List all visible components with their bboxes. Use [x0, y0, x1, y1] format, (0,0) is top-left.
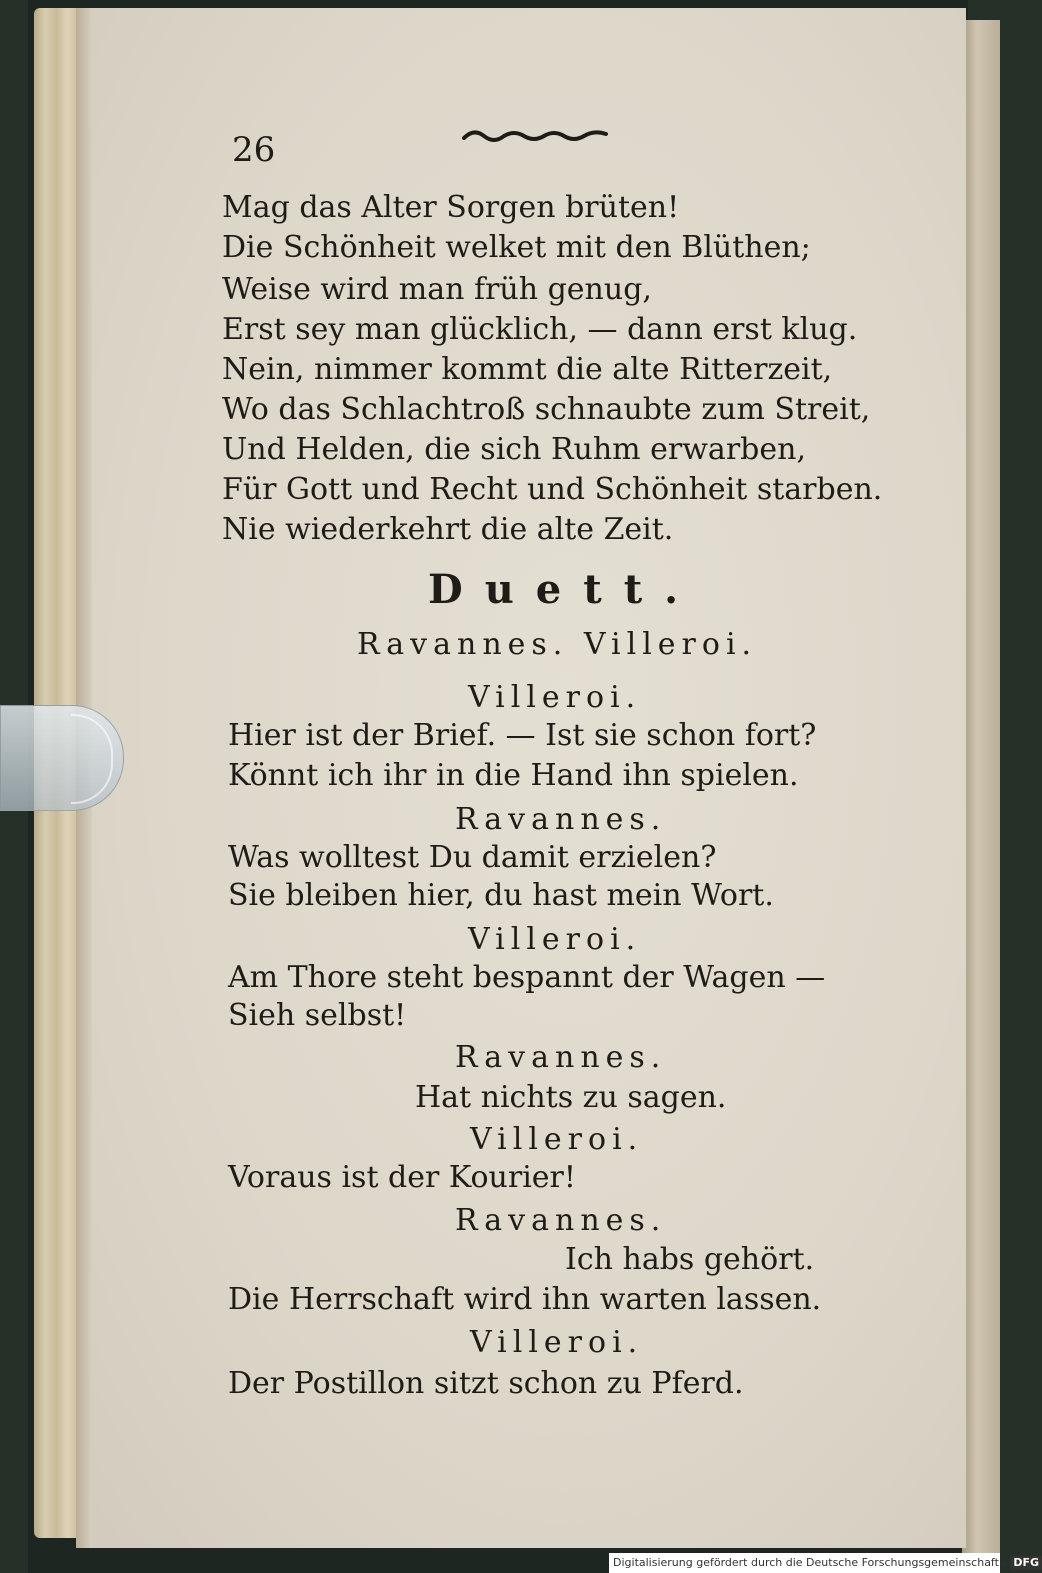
- poem-line: Erst sey man glücklich, — dann erst klug.: [222, 312, 858, 347]
- facing-page-edge: [962, 20, 1000, 1565]
- poem-line: Und Helden, die sich Ruhm erwarben,: [222, 432, 806, 467]
- dialogue-line: Am Thore steht bespannt der Wagen —: [228, 960, 826, 995]
- speaker-name: Villeroi.: [468, 680, 642, 715]
- poem-line: Für Gott und Recht und Schönheit starben.: [222, 472, 883, 507]
- poem-line: Mag das Alter Sorgen brüten!: [222, 190, 680, 225]
- dialogue-line: Voraus ist der Kourier!: [228, 1160, 576, 1195]
- speaker-name: Villeroi.: [470, 1122, 644, 1157]
- header-ornament: [462, 126, 608, 146]
- dialogue-line: Sie bleiben hier, du hast mein Wort.: [228, 878, 774, 913]
- dialogue-line: Die Herrschaft wird ihn warten lassen.: [228, 1282, 822, 1317]
- speaker-name: Villeroi.: [468, 922, 642, 957]
- poem-line: Weise wird man früh genug,: [222, 272, 652, 307]
- dfg-logo: DFG: [1010, 1556, 1042, 1570]
- dialogue-line: Ich habs gehört.: [565, 1242, 815, 1277]
- speaker-name: Ravannes.: [455, 1040, 667, 1075]
- speaker-name: Villeroi.: [470, 1325, 644, 1360]
- poem-line: Die Schönheit welket mit den Blüthen;: [222, 230, 811, 265]
- section-title: Duett.: [428, 566, 701, 613]
- dialogue-line: Der Postillon sitzt schon zu Pferd.: [228, 1366, 744, 1401]
- poem-line: Nein, nimmer kommt die alte Ritterzeit,: [222, 352, 833, 387]
- poem-line: Wo das Schlachtroß schnaubte zum Streit,: [222, 392, 871, 427]
- page-number: 26: [232, 130, 276, 170]
- speaker-name: Ravannes.: [455, 802, 667, 837]
- page-clip: [0, 705, 124, 811]
- character-list: Ravannes. Villeroi.: [357, 627, 758, 662]
- dialogue-line: Könnt ich ihr in die Hand ihn spielen.: [228, 758, 799, 793]
- dialogue-line: Was wolltest Du damit erzielen?: [228, 840, 717, 875]
- dialogue-line: Sieh selbst!: [228, 998, 407, 1033]
- footer-text: Digitalisierung gefördert durch die Deutsche Forschungsgemeinschaft -: [613, 1556, 1007, 1569]
- dialogue-line: Hat nichts zu sagen.: [415, 1080, 727, 1115]
- digitization-footer: [609, 1553, 1040, 1573]
- speaker-name: Ravannes.: [455, 1203, 667, 1238]
- poem-line: Nie wiederkehrt die alte Zeit.: [222, 512, 674, 547]
- clip-highlight: [71, 714, 113, 804]
- dialogue-line: Hier ist der Brief. — Ist sie schon fort?: [228, 718, 817, 753]
